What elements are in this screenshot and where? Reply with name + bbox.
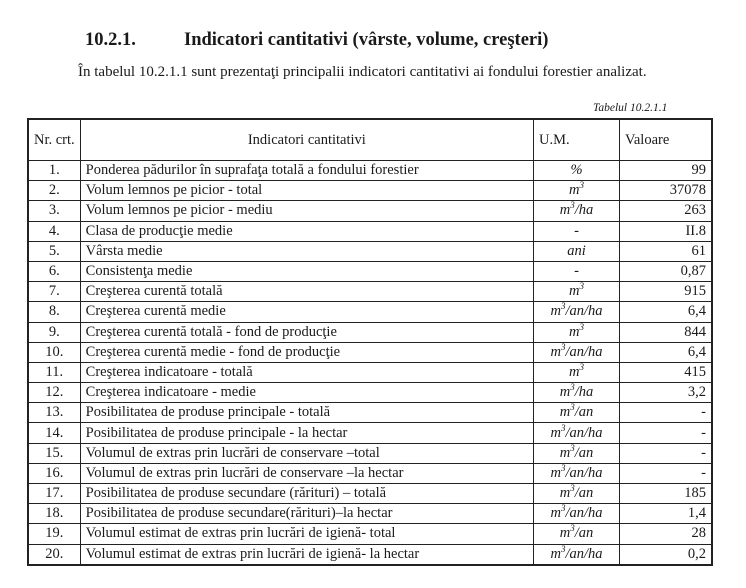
table-row (28, 443, 712, 463)
unit-base: % (570, 162, 583, 179)
unit-base: m (569, 363, 580, 380)
row-unit (534, 362, 620, 382)
row-number: 10. (28, 342, 80, 362)
row-value: - (620, 403, 713, 423)
unit-base: m (550, 424, 561, 441)
row-unit (534, 443, 620, 463)
indicators-table (27, 118, 713, 566)
unit-suffix: /an (574, 525, 594, 542)
unit-base: m (550, 505, 561, 522)
table-row (28, 241, 712, 261)
unit-exponent: 3 (560, 422, 566, 433)
row-indicator: Clasa de producţie medie (80, 221, 533, 241)
row-number: 17. (28, 484, 80, 504)
header-indicator: Indicatori cantitativi (80, 119, 533, 161)
unit-exponent: 3 (560, 503, 566, 514)
unit-base: m (569, 323, 580, 340)
unit-base: m (559, 485, 571, 502)
row-value: - (620, 443, 713, 463)
row-number: 15. (28, 443, 80, 463)
row-value: - (620, 463, 713, 483)
unit-base: ani (567, 242, 586, 259)
header-um: U.M. (534, 119, 620, 161)
table-caption: Tabelul 10.2.1.1 (593, 102, 668, 114)
unit-exponent: 3 (570, 402, 575, 413)
unit-suffix: /an/ha (565, 303, 603, 320)
row-value: 263 (620, 201, 713, 221)
row-value: 185 (620, 484, 713, 504)
row-unit (534, 524, 620, 544)
row-number: 1. (28, 161, 80, 181)
unit-exponent: 3 (570, 523, 575, 534)
row-number: 18. (28, 504, 80, 524)
unit-exponent: 3 (579, 321, 584, 332)
section-title: Indicatori cantitativi (vârste, volume, creşteri) (184, 30, 549, 50)
row-unit (534, 423, 620, 443)
row-indicator: Vârsta medie (80, 241, 533, 261)
row-number: 11. (28, 362, 80, 382)
unit-suffix: /an/ha (565, 464, 603, 481)
row-unit (534, 484, 620, 504)
unit-exponent: 3 (560, 341, 566, 352)
unit-suffix: /ha (574, 384, 594, 401)
row-number: 13. (28, 403, 80, 423)
row-number: 2. (28, 181, 80, 201)
unit-base: m (550, 343, 561, 360)
row-unit (534, 282, 620, 302)
table-row (28, 161, 712, 181)
table-row (28, 484, 712, 504)
unit-exponent: 3 (560, 543, 566, 554)
intro-paragraph: În tabelul 10.2.1.1 sunt prezentaţi principalii indicatori cantitativi ai fondului forestier analizat. (78, 64, 647, 80)
row-number: 20. (28, 544, 80, 565)
table-row (28, 403, 712, 423)
row-indicator: Creşterea curentă totală (80, 282, 533, 302)
row-number: 7. (28, 282, 80, 302)
row-value: 3,2 (620, 383, 713, 403)
table-row (28, 322, 712, 342)
row-indicator: Volum lemnos pe picior - total (80, 181, 533, 201)
row-indicator: Posibilitatea de produse secundare(rărituri)–la hectar (80, 504, 533, 524)
unit-base: m (550, 303, 561, 320)
table-row (28, 181, 712, 201)
row-number: 8. (28, 302, 80, 322)
header-nr-label: Nr. crt. (34, 131, 75, 148)
unit-base: - (574, 222, 579, 239)
unit-suffix: /ha (574, 202, 594, 219)
unit-suffix: /an/ha (565, 343, 603, 360)
row-value: 28 (620, 524, 713, 544)
table-row (28, 302, 712, 322)
row-indicator: Consistenţa medie (80, 261, 533, 281)
row-indicator: Creşterea indicatoare - medie (80, 383, 533, 403)
table-row (28, 524, 712, 544)
row-number: 16. (28, 463, 80, 483)
unit-exponent: 3 (570, 442, 575, 453)
unit-base: m (559, 444, 571, 461)
unit-suffix: /an (574, 404, 594, 421)
row-indicator: Volumul estimat de extras prin lucrări de igienă- total (80, 524, 533, 544)
table-row (28, 463, 712, 483)
row-number: 4. (28, 221, 80, 241)
unit-exponent: 3 (579, 180, 584, 191)
row-unit (534, 161, 620, 181)
row-number: 12. (28, 383, 80, 403)
row-indicator: Posibilitatea de produse principale - totală (80, 403, 533, 423)
row-number: 9. (28, 322, 80, 342)
row-indicator: Creşterea curentă medie - fond de producţie (80, 342, 533, 362)
row-value: 0,87 (620, 261, 713, 281)
row-number: 3. (28, 201, 80, 221)
section-number: 10.2.1. (85, 30, 136, 50)
row-unit (534, 261, 620, 281)
row-indicator: Posibilitatea de produse secundare (rărituri) – totală (80, 484, 533, 504)
unit-base: m (559, 384, 571, 401)
row-unit (534, 221, 620, 241)
row-unit (534, 544, 620, 565)
table-row (28, 383, 712, 403)
unit-exponent: 3 (560, 301, 566, 312)
unit-suffix: /an/ha (565, 424, 603, 441)
table-row (28, 201, 712, 221)
table-row (28, 423, 712, 443)
row-number: 19. (28, 524, 80, 544)
row-unit (534, 201, 620, 221)
row-unit (534, 504, 620, 524)
row-unit (534, 322, 620, 342)
unit-exponent: 3 (560, 462, 566, 473)
header-value: Valoare (620, 119, 713, 161)
unit-base: m (569, 182, 580, 199)
unit-exponent: 3 (570, 483, 575, 494)
row-indicator: Volumul de extras prin lucrări de conservare –total (80, 443, 533, 463)
row-value: 415 (620, 362, 713, 382)
row-unit (534, 302, 620, 322)
unit-suffix: /an/ha (565, 545, 603, 562)
table-header-row (28, 119, 712, 161)
unit-exponent: 3 (579, 361, 584, 372)
row-indicator: Creşterea curentă medie (80, 302, 533, 322)
row-value: 6,4 (620, 302, 713, 322)
unit-base: m (559, 202, 571, 219)
unit-base: m (569, 283, 580, 300)
row-indicator: Volumul estimat de extras prin lucrări de igienă- la hectar (80, 544, 533, 565)
unit-base: m (559, 525, 571, 542)
table-row (28, 221, 712, 241)
unit-suffix: /an (574, 444, 594, 461)
row-unit (534, 463, 620, 483)
table-row (28, 282, 712, 302)
row-unit (534, 181, 620, 201)
row-value: 99 (620, 161, 713, 181)
unit-suffix: /an/ha (565, 505, 603, 522)
section-heading (85, 30, 548, 51)
row-number: 6. (28, 261, 80, 281)
table-row (28, 261, 712, 281)
row-value: 6,4 (620, 342, 713, 362)
header-nr (28, 119, 80, 161)
table-row (28, 544, 712, 565)
row-value: 915 (620, 282, 713, 302)
row-unit (534, 383, 620, 403)
table-row (28, 342, 712, 362)
unit-base: - (574, 263, 579, 280)
row-value: 1,4 (620, 504, 713, 524)
row-unit (534, 403, 620, 423)
row-value: 0,2 (620, 544, 713, 565)
unit-exponent: 3 (570, 200, 575, 211)
row-indicator: Posibilitatea de produse principale - la hectar (80, 423, 533, 443)
row-unit (534, 342, 620, 362)
row-value: 61 (620, 241, 713, 261)
row-indicator: Volumul de extras prin lucrări de conservare –la hectar (80, 463, 533, 483)
row-indicator: Creşterea indicatoare - totală (80, 362, 533, 382)
table-row (28, 362, 712, 382)
unit-base: m (559, 404, 571, 421)
row-number: 14. (28, 423, 80, 443)
row-indicator: Volum lemnos pe picior - mediu (80, 201, 533, 221)
row-number: 5. (28, 241, 80, 261)
row-indicator: Creşterea curentă totală - fond de producţie (80, 322, 533, 342)
table-row (28, 504, 712, 524)
row-indicator: Ponderea pădurilor în suprafaţa totală a fondului forestier (80, 161, 533, 181)
unit-suffix: /an (574, 485, 594, 502)
unit-exponent: 3 (570, 382, 575, 393)
unit-base: m (550, 464, 561, 481)
row-value: II.8 (620, 221, 713, 241)
row-unit (534, 241, 620, 261)
unit-exponent: 3 (579, 281, 584, 292)
unit-base: m (550, 545, 561, 562)
row-value: - (620, 423, 713, 443)
row-value: 37078 (620, 181, 713, 201)
row-value: 844 (620, 322, 713, 342)
